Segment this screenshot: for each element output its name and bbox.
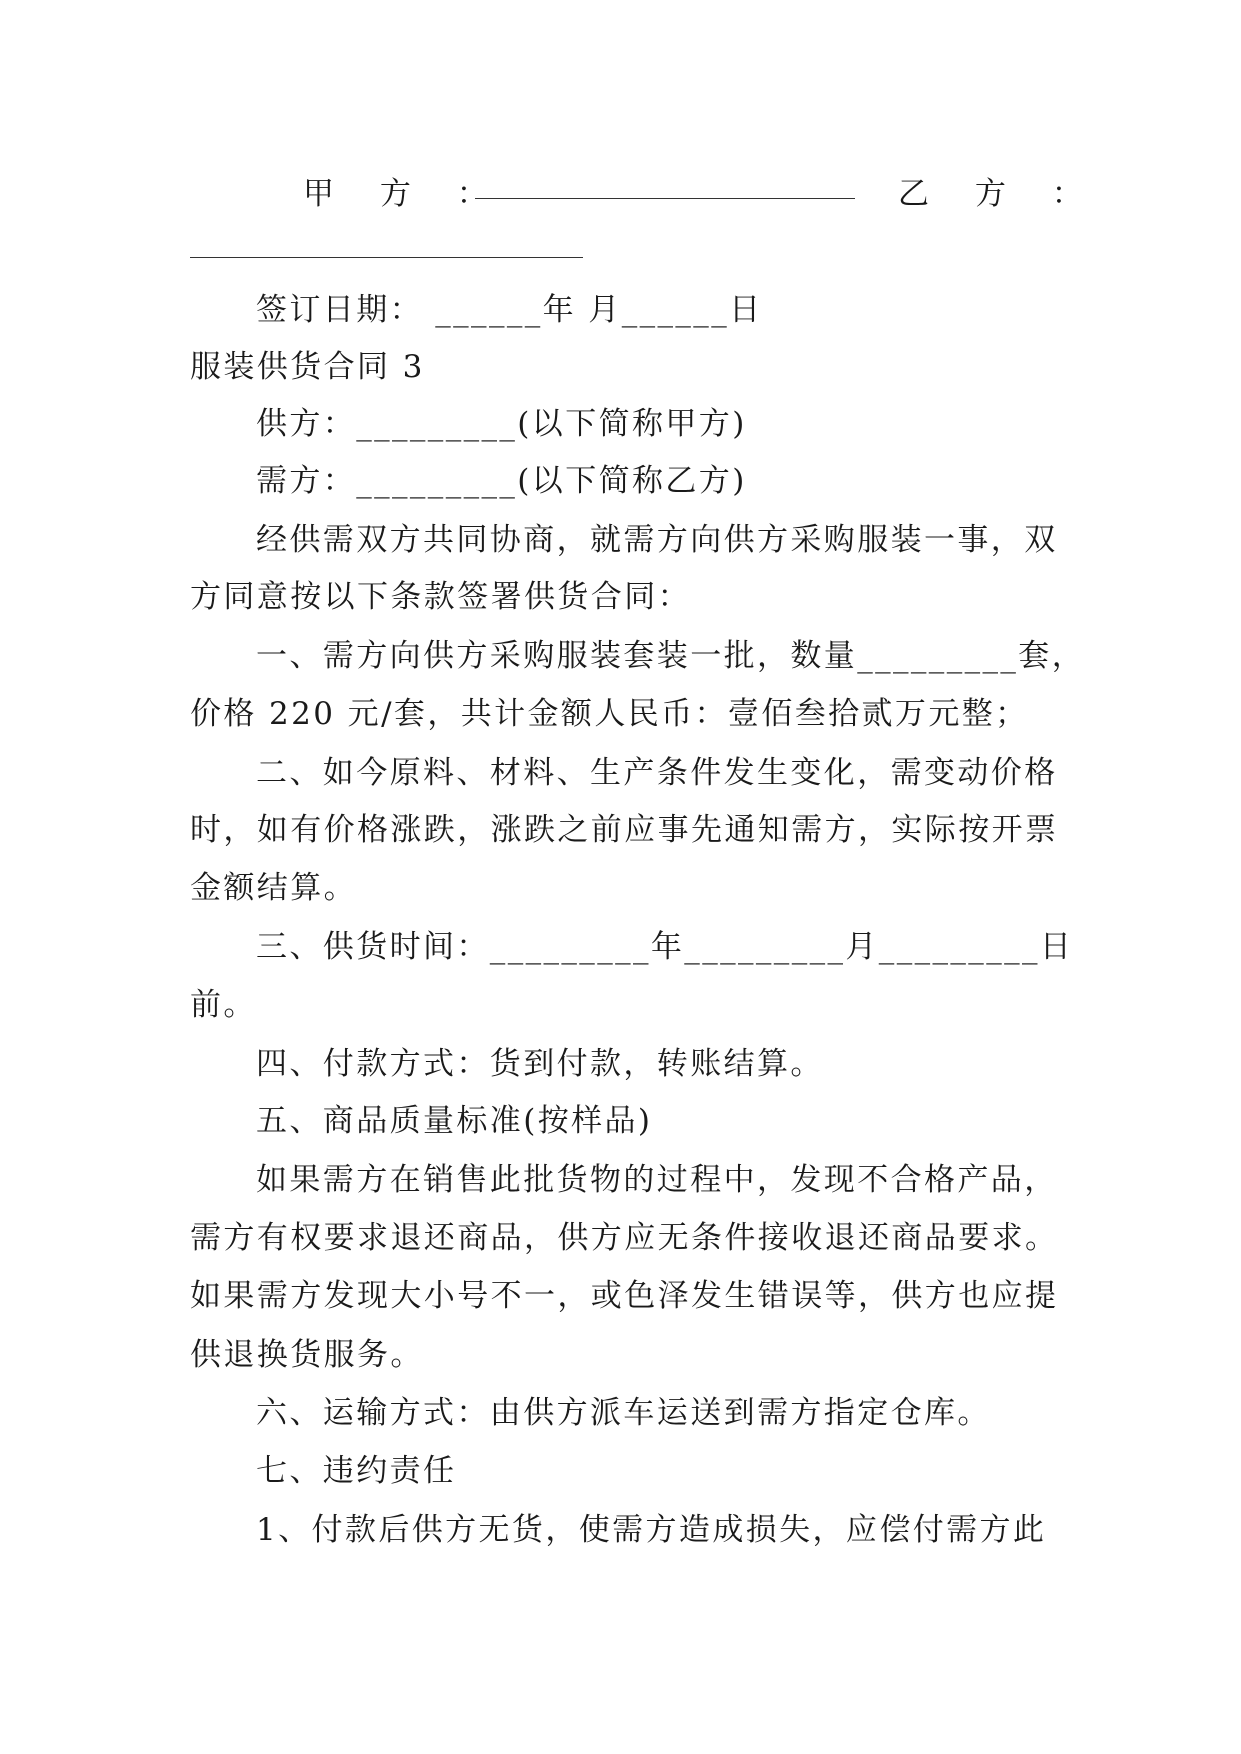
intro-line-2: 方同意按以下条款签署供货合同： xyxy=(190,579,691,615)
clause4: 四、付款方式：货到付款，转账结算。 xyxy=(256,1046,824,1082)
clause2-line-2: 时，如有价格涨跌，涨跌之前应事先通知需方，实际按开票 xyxy=(190,812,1059,848)
clause3-line-2: 前。 xyxy=(190,987,257,1023)
supplier-line: 供方：_________(以下简称甲方) xyxy=(256,406,747,442)
clause5-detail-line-1: 如果需方在销售此批货物的过程中，发现不合格产品， xyxy=(256,1162,1058,1198)
party-line xyxy=(0,168,1241,212)
party-b-blank xyxy=(190,257,583,258)
party-b-label: 乙 方 ： xyxy=(898,176,1101,212)
clause5-detail-line-2: 需方有权要求退还商品，供方应无条件接收退还商品要求。 xyxy=(190,1220,1059,1256)
clause5-detail-line-3: 如果需方发现大小号不一，或色泽发生错误等，供方也应提 xyxy=(190,1278,1059,1314)
clause5: 五、商品质量标准(按样品) xyxy=(256,1103,653,1139)
clause1-line-2: 价格 220 元/套，共计金额人民币：壹佰叁拾贰万元整； xyxy=(190,696,1029,732)
intro-line-1: 经供需双方共同协商，就需方向供方采购服装一事，双 xyxy=(256,522,1058,558)
clause2-line-1: 二、如今原料、材料、生产条件发生变化，需变动价格 xyxy=(256,755,1058,791)
clause7-item1: 1、付款后供方无货，使需方造成损失，应偿付需方此 xyxy=(256,1512,1047,1548)
buyer-line: 需方：_________(以下简称乙方) xyxy=(256,463,747,499)
document-title: 服装供货合同 3 xyxy=(190,349,425,385)
clause2-line-3: 金额结算。 xyxy=(190,870,357,906)
party-a-label: 甲 方 ： xyxy=(303,176,506,212)
clause3-line-1: 三、供货时间：_________年_________月_________日 xyxy=(256,929,1074,965)
party-a-blank xyxy=(475,198,855,199)
sign-date: 签订日期： ______年 月______日 xyxy=(256,292,763,328)
clause1-line-1: 一、需方向供方采购服装套装一批，数量_________套， xyxy=(256,638,1086,674)
clause7: 七、违约责任 xyxy=(256,1453,457,1489)
clause5-detail-line-4: 供退换货服务。 xyxy=(190,1337,424,1373)
clause6: 六、运输方式：由供方派车运送到需方指定仓库。 xyxy=(256,1395,991,1431)
